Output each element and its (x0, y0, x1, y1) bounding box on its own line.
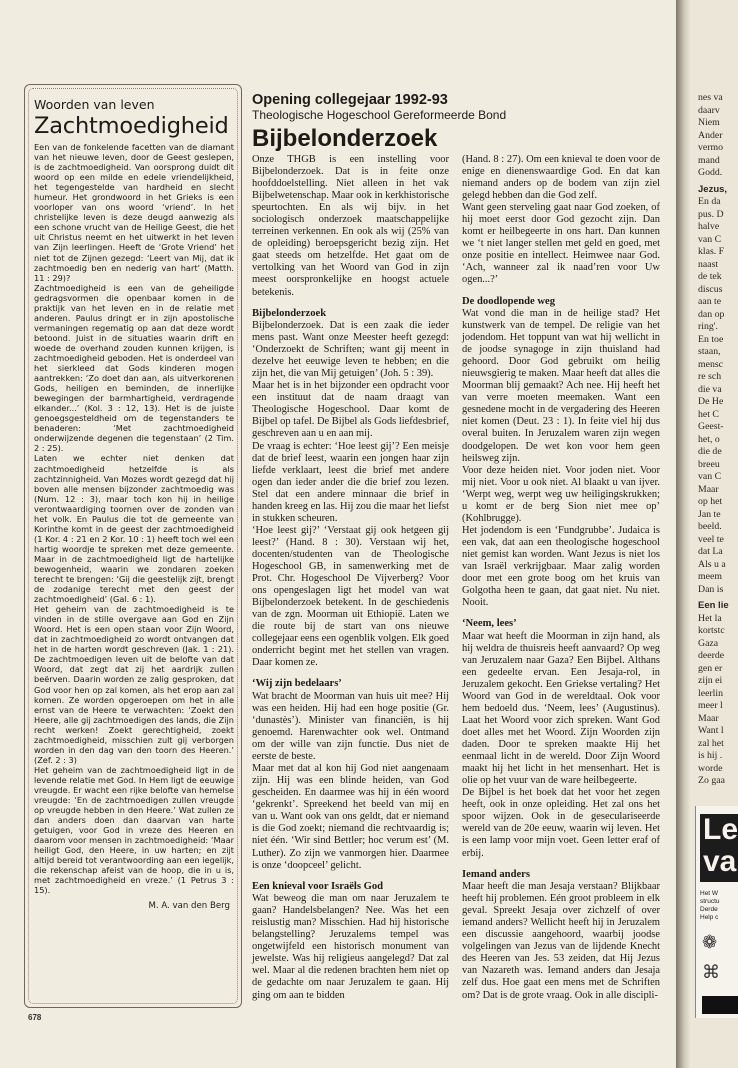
ad-small-line: structu (700, 898, 720, 905)
adjacent-line: worde (698, 762, 723, 774)
ad-pattern-icon: ⌘ (702, 962, 720, 983)
adjacent-line: aan te (698, 296, 722, 307)
adjacent-line: naast (698, 258, 719, 270)
article-header (252, 92, 652, 153)
adjacent-page (690, 0, 738, 1068)
sidebar-paragraph: Zachtmoedigheid is een van de geheiligde gedragsvormen die openbaar komen in de praktijk van het leven en in de relatie met anderen. Paulus dringt er in zijn apostolische vermaningen regematig op aan dat deze wordt betoond. Juist in de situaties waarin drift en woede de overhand zouden kunnen krijgen, is zachtmoedigheid geboden. Het is onderdeel van het sierkleed dat Gods kinderen mogen aantrekken: ‘Zo doet dan aan, als uitverkorenen Gods, heiligen en beminden, de innerlijke bewegingen der barmhartigheid, verdragende elkander...’ (Kol. 3 : 12, 13). Het is de juiste genoegsgesteldheid om de tegenstanders te benaderen: ‘Met zachtmoedigheid onderwijzende degenen die tegenstaan’ (2 Tim. 2 : 25). (34, 282, 234, 454)
adjacent-line: Gaza (698, 637, 719, 649)
article-paragraph: Maar met dat al kon hij God niet aangenaam zijn. Hij was een blinde heiden, van God gescheiden. En daarmee was hij in één woord ‘gekrenkt’. Spreekend het beeld van mij en van u. Want ook van ons geldt, dat er niemand is die God zoekt; niemand die rechtvaardig is; niet één. ‘Wir sind Bettler; hoc verum est’ (M. Luther). Zo zijn we vanmorgen hier. Daarmee is onze ‘doopceel’ gelicht. (252, 763, 449, 871)
article-paragraph: Wat vond die man in de heilige stad? Het kunstwerk van de tempel. De religie van het jodendom. Het toppunt van wat hij wellicht in de joodse synagoge in zijn thuisland had gehoord. Door God gebruikt om heilig nieuwsgierig te maken. Maar heeft dat alles die Moorman blij gemaakt? Ach nee. Hij heeft het van verre moeten meemaken. Want een gesnedene mocht in de vergadering des Heeren niet komen (Deut. 23 : 1). In feite viel hij dus overal buiten. In Jeruzalem waren zijn wegen doodgelopen. De wet kon voor hem geen heilsweg zijn. (462, 308, 660, 464)
article-paragraph: De Bijbel is het boek dat het voor het zegen heeft, ook in onze opleiding. Het zal ons het spoor wijzen. Ook in de geseculariseerde wereld van de 20e eeuw, waarin wij leven. Het is een lamp voor mijn voet. Geen letter eraf of erbij. (462, 787, 660, 859)
section-heading: De doodlopende weg (462, 295, 555, 307)
adjacent-line: ring'. (698, 321, 718, 332)
adjacent-line: Niem (698, 117, 720, 128)
article-paragraph: Maar het is in het bijzonder een opdracht voor een instituut dat de naam draagt van Theologische Hogeschool. Daar komt de Bijbel op tafel. De Bijbel als Gods liefdesbrief, geschreven aan u en aan mij. (252, 380, 449, 440)
article-title-line1: Opening collegejaar 1992-93 (252, 92, 448, 108)
article-column-2 (462, 154, 660, 1002)
adjacent-line: Als u a (698, 558, 726, 570)
adjacent-line: Want l (698, 725, 724, 736)
section-heading: Een knieval voor Israëls God (252, 880, 384, 892)
ad-logo-line2: va (703, 845, 737, 878)
adjacent-line: is hij . (698, 750, 723, 761)
adjacent-heading: Jezus, (698, 183, 728, 195)
section-heading: ‘Neem, lees’ (462, 618, 517, 630)
adjacent-line: het C (698, 408, 719, 420)
adjacent-line: kortstc (698, 625, 725, 636)
adjacent-line: Maar (698, 483, 719, 495)
adjacent-line: Het la (698, 612, 722, 624)
article-paragraph: De vraag is echter: ‘Hoe leest gij’? Een meisje dat de brief leest, waarin een jongen haar zijn liefde verklaart, leest die brief met andere ogen dan ieder ander die die brief zou lezen. Stel dat een andere minnaar die brief in handen kreeg en las. Hij zou die maar het liefst in stukken scheuren. (252, 440, 449, 524)
ad-small-line: Derde (700, 906, 718, 913)
page-number: 678 (28, 1013, 42, 1022)
adjacent-line: van C (698, 233, 722, 245)
adjacent-line: meem (698, 571, 722, 582)
ad-small-line: Help c (700, 914, 719, 921)
sidebar-paragraph: Laten we echter niet denken dat zachtmoedigheid hetzelfde is als zachtzinnigheid. Van Mozes wordt gezegd dat hij boven alle mensen bijzonder zachtmoedig was (Num. 12 : 3), maar toch kon hij in heilige verontwaardiging toornen over de zonden van het volk. En Paulus die tot de gemeente van Korinthe komt in de geest der zachtmoedigheid (1 Kor. 4 : 21 en 2 Kor. 10 : 1) heeft toch wel een hartig woordje te spreken met deze gemeente. Maar in de zachtmoedigheid ligt de hartelijke bewogenheid, waarin we zondaren zoeken terecht te brengen: ‘Gij die geestelijk zijt, brengt de zodanige terecht met den geest der zachtmoedigheid’ (Gal. 6 : 1). (34, 453, 234, 605)
adjacent-line: dan op (698, 308, 725, 320)
adjacent-line: re sch (698, 371, 722, 382)
article-paragraph: (Hand. 8 : 27). Om een knieval te doen voor de enige en dienenswaardige God. En dat kan niemand anders op de bodem van zijn ziel gelegd hebben dan die God zelf. (462, 154, 660, 202)
adjacent-line: staan, (698, 346, 721, 357)
adjacent-line: nes va (698, 92, 723, 103)
adjacent-line: De He (698, 396, 724, 407)
adjacent-line: gen er (698, 662, 723, 674)
adjacent-line: Ander (698, 129, 723, 141)
adjacent-line: Dan is (698, 583, 724, 595)
adjacent-line: mensc (698, 358, 724, 370)
adjacent-line: leerlin (698, 687, 724, 699)
section-heading: Bijbelonderzoek (252, 307, 327, 319)
book-gutter (676, 0, 690, 1068)
article-paragraph: Want geen sterveling gaat naar God zoeken, of hij moet eerst door God gezocht zijn. Dan komt er heilbegeerte in ons hart. Dan kunnen we ‘t niet langer stellen met geld en goed, met onze positie en intellect. Heimwee naar God. ‘Ach, wanneer zal ik naad’ren voor Uw ogen...?’ (462, 202, 660, 286)
adjacent-line: En da (698, 196, 721, 207)
sidebar-kicker: Woorden van leven (34, 97, 155, 112)
adjacent-line: daarv (698, 104, 720, 116)
sidebar-paragraph: Een van de fonkelende facetten van de diamant van het nieuwe leven, door de Geest geslepen, is de zachtmoedigheid. Van oorsprong duidt dit woord op een milde en edele vriendelijkheid, het tegengestelde van hardheid en slecht humeur. Het grondwoord in het Grieks is een voorloper van ons woord ‘vriend’. In het christelijke leven is deze deugd aanwezig als een schone vrucht van de Heilige Geest, die het uit Christus neemt en het uitwerkt in het leven van Zijn leerlingen. Heeft de ‘Grote Vriend’ het niet tot de Zijnen gezegd: ‘Leert van Mij, dat ik zachtmoedig ben en nederig van hart’ (Matth. 11 : 29)? (34, 142, 234, 283)
ad-small-text (700, 890, 738, 922)
adjacent-line: vermo (698, 142, 724, 153)
sidebar-paragraph: Het geheim van de zachtmoedigheid ligt in de levende relatie met God. In Hem ligt de eeuwige vreugde. Er wacht een rijke belofte van hemelse vreugde: ‘En de zachtmoedigen zullen vreugde op vreugde hebben in den Heere.’ Wat zullen ze dan anders doen dan daarvan van harte getuigen, voor God in vreze des Heeren en daarom voor mensen in zachtmoedigheid: ‘Maar heiligt God, den Heere, in uw harten; en zijt altijd bereid tot verantwoording aan een iegelijk, die rekenschap afeist van de hoop, die in u is, met zachtmoedigheid en vreze.’ (1 Petrus 3 : 15). (34, 764, 234, 896)
article-paragraph: Maar wat heeft die Moorman in zijn hand, als hij weldra de thuisreis heeft aanvaard? Op weg van Jeruzalem naar Gaza? Een Bijbel. Althans een gedeelte ervan. Een Jesaja-rol, in Jeruzalem gekocht. Een Griekse vertaling? Het Woord van God in de wereldtaal. Ook voor hem bedoeld dus. ‘Neem, lees’ (Augustinus). Laat het Woord voor zich spreken. Want God doet alles met het Woord. Zijn Woorden zijn daden. Door te spreken maakte Hij het eenmaal licht in de wereld. Door Zijn Woord maakt hij het licht in het mensenhart. Het is olie op het vuur van de ware heilbegeerte. (462, 630, 660, 787)
adjacent-advertisement (695, 806, 738, 1018)
adjacent-heading: Een lie (698, 600, 729, 611)
sidebar-title: Zachtmoedigheid (34, 113, 229, 139)
adjacent-line: breeu (698, 458, 720, 470)
adjacent-line: meer l (698, 700, 723, 711)
adjacent-line: die va (698, 383, 722, 395)
article-paragraph: Wat beweog die man om naar Jeruzalem te gaan? Handelsbelangen? Nee. Was het een reislustig man? Misschien. Had hij historische belangstelling? Jeruzalems tempel was ongetwijfeld een historisch monument van jewelste. Was hij religieus aangelegd? Dat zal wel. Maar al die redenen brachten hem niet op de gedachte om naar Jeruzalem te gaan. Hij ging om aan te bidden (252, 893, 449, 1001)
adjacent-line: beeld. (698, 521, 722, 532)
adjacent-line: dat La (698, 546, 723, 557)
ad-small-line: Het W (700, 890, 719, 897)
adjacent-line: En toe (698, 333, 724, 345)
article-headline: Bijbelonderzoek (252, 125, 438, 152)
adjacent-line: het, o (698, 433, 720, 445)
article-paragraph: Onze THGB is een instelling voor Bijbelonderzoek. Dat is in feite onze hoofddoelstelling. Niet alleen in het vak Bijbelwetenschap. Maar ook in kerkhistorische speurtochten. En als wij bijv. in het sociologisch onderzoek maatschappelijke terreinen verkennen. En ook als wij (25% van de opleiding) beroepsgericht bezig zijn. Het gaat steeds om hetzelfde. Het gaat om de vertolking van het Woord van God in zijn meest oorspronkelijke en hoogst actuele betekenis. (252, 154, 449, 298)
article-paragraph: Voor deze heiden niet. Voor joden niet. Voor mij niet. Voor u ook niet. Al blaakt u van ijver. ‘Werpt weg, werpt weg uw heiligingskrukken; u komt er de berg Sion niet mee op’ (Kohlbrugge). (462, 464, 660, 524)
section-heading: ‘Wij zijn bedelaars’ (252, 678, 342, 690)
adjacent-line: op het (698, 496, 723, 507)
article-paragraph: ‘Hoe leest gij?’ ‘Verstaat gij ook hetgeen gij leest?’ (Hand. 8 : 30). Verstaan wij het, docenten/studenten van de Theologische Hogeschool GB, in samenwerking met de Prot. Chr. Hogeschool De Vijverberg? Voor ons opengeslagen ligt het model van wat Bijbelonderzoek betekent. In de geschiedenis van de zgn. Moorman uit Ethiopië. Laten we die route bij de start van ons nieuwe collegejaar eens een ogenblik volgen. Elk goed onderricht begint met het stellen van vragen. Daar komen ze. (252, 524, 449, 669)
adjacent-line: Geest- (698, 421, 724, 432)
article-paragraph: Maar heeft die man Jesaja verstaan? Blijkbaar heeft hij problemen. Eén groot probleem in elk geval. Spreekt Jesaja over zichzelf of over iemand anders? Wellicht heeft hij in Jeruzalem een discussie aangehoord, waarbij joodse volgelingen van Jezus van de lijdende Knecht des Heeren van Jes. 53 zeiden, dat Hij Jezus van Nazareth was. Iemand anders dan Jesaja zelf dus. Hoe gaat een mens met de Schriften om? Dat is de grote vraag. Ook in alle discipli- (462, 881, 660, 1001)
adjacent-line: veel te (698, 533, 724, 545)
sidebar-paragraph: Het geheim van de zachtmoedigheid is te vinden in de stille overgave aan God en Zijn Woord. Het is een open staan voor Zijn Woord, dat in zachtmoedigheid zo wordt ontvangen dat het in de harten wordt geschreven (Jak. 1 : 21). De zachtmoedigen leven uit de belofte van dat Woord, dat zegt dat zij het aardrijk zullen beërven. Daarin worden ze zalig gesproken, dat God voor hen op zal komen, als het erop aan zal komen. Ze worden opgeroepen om het in alle ernst van de Heere te verwachten: ‘Zoekt den Heere, alle gij zachtmoedigen des lands, die Zijn recht werken! Zoekt gerechtigheid, zoekt zachtmoedigheid, misschien zult gij verborgen worden in den dag van den toorn des Heeren.’ (Zef. 2 : 3) (34, 604, 234, 765)
adjacent-line: mand (698, 154, 720, 166)
adjacent-line: halve (698, 221, 720, 232)
adjacent-line: Godd. (698, 167, 723, 178)
adjacent-page-text (698, 92, 738, 788)
adjacent-line: zal het (698, 737, 724, 749)
ad-symbol-icon: ❁ (702, 932, 718, 953)
ad-logo-line1: Le (703, 814, 738, 846)
adjacent-line: discus (698, 283, 723, 295)
adjacent-line: klas. F (698, 246, 725, 257)
adjacent-line: Zo gaa (698, 775, 725, 786)
adjacent-line: pus. D (698, 208, 724, 220)
ad-black-bar (702, 996, 738, 1014)
sidebar-body (34, 142, 234, 896)
section-heading: Iemand anders (462, 868, 530, 880)
article-paragraph: Het jodendom is een ‘Fundgrubbe’. Judaica is een vak, dat aan een theologische hogeschool niet gemist kan worden. Want Jezus is niet los van Israël verkrijgbaar. Maar zalig worden door met een grote boog om het kruis van Golgotha heen te gaan, dat gaat niet. Nu niet. Nooit. (462, 524, 660, 609)
sidebar-signature: M. A. van den Berg (148, 900, 230, 911)
ad-logo (700, 814, 738, 882)
adjacent-line: de tek (698, 271, 722, 282)
adjacent-line: zijn ei (698, 675, 723, 686)
article-paragraph: Wat bracht de Moorman van huis uit mee? Hij was een heiden. Hij had een hoge positie (Gr. ‘dunastès’). Minister van financiën, is hij genoemd. Harenwachter ook wel. Ontmand om der wille van zijn functie. Dus niet de eerste de beste. (252, 690, 449, 763)
article-title-line2: Theologische Hogeschool Gereformeerde Bond (252, 108, 507, 122)
adjacent-line: deerde (698, 650, 725, 661)
article-paragraph: Bijbelonderzoek. Dat is een zaak die ieder mens past. Want onze Meester heeft gezegd: ‘Onderzoekt de Schriften; want gij meent in dezelve het eeuwige leven te hebben; en die zijn het, die van Mij getuigen’ (Joh. 5 : 39). (252, 320, 449, 380)
adjacent-line: Jan te (698, 508, 721, 520)
adjacent-line: die de (698, 446, 722, 457)
article-column-1 (252, 154, 449, 1002)
adjacent-line: Maar (698, 712, 719, 724)
adjacent-line: van C (698, 471, 722, 482)
sidebar-column (34, 97, 234, 911)
